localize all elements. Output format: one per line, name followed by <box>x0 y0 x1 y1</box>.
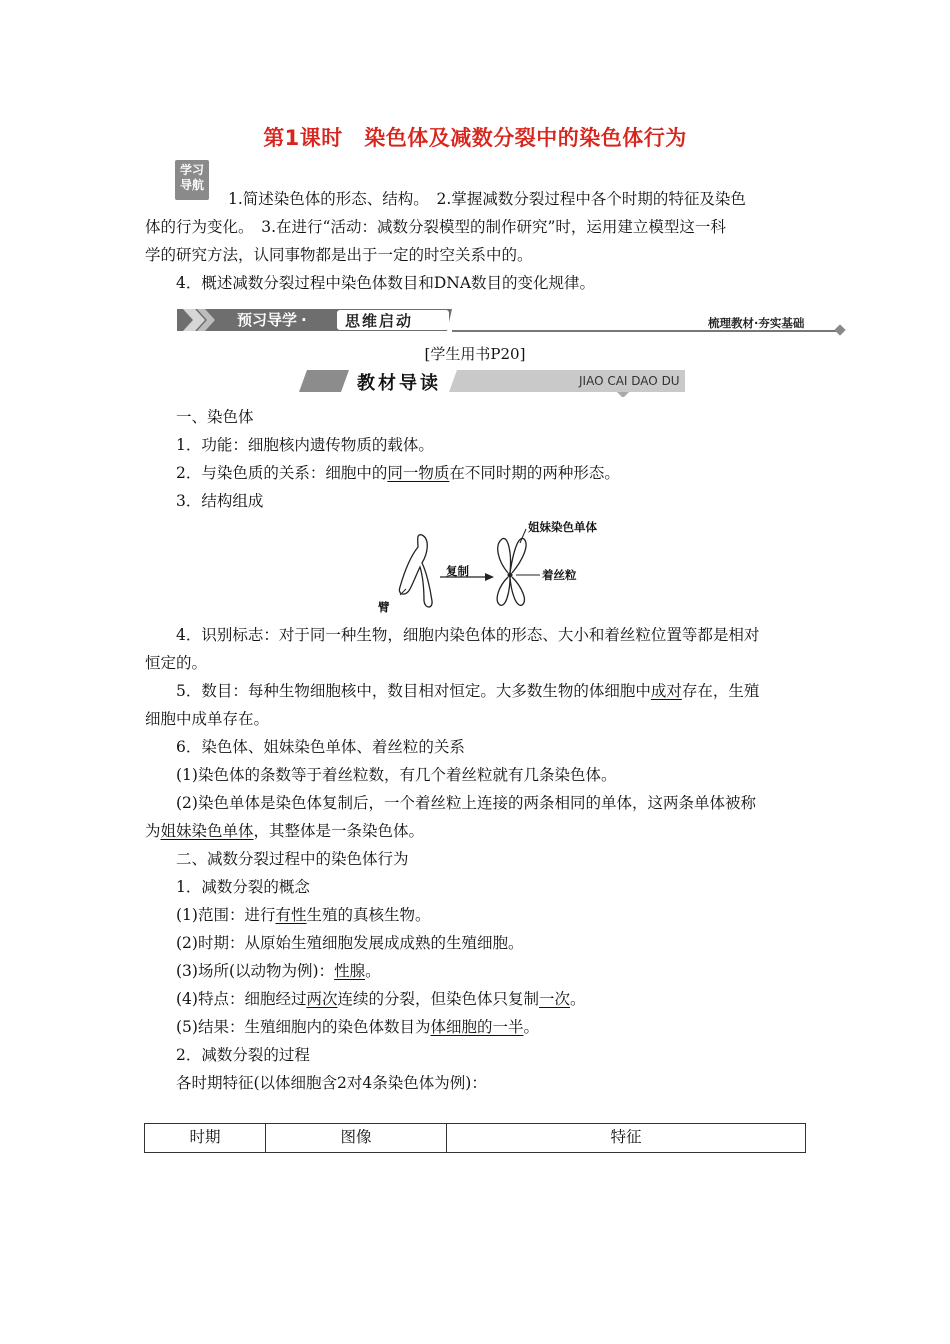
s1-item6: 6．染色体、姐妹染色单体、着丝粒的关系 <box>176 738 465 756</box>
section2-heading: 二、减数分裂过程中的染色体行为 <box>176 850 409 868</box>
objective-line-1: 1.简述染色体的形态、结构。 2.掌握减数分裂过程中各个时期的特征及染色 <box>228 190 746 208</box>
label-arm: 臂 <box>378 600 390 614</box>
s1-item5-line1: 5．数目：每种生物细胞核中，数目相对恒定。大多数生物的体细胞中成对存在，生殖 <box>176 682 760 700</box>
s1-item2: 2．与染色质的关系：细胞中的同一物质在不同时期的两种形态。 <box>176 464 620 482</box>
s2-sub1: 1．减数分裂的概念 <box>176 878 310 896</box>
label-centromere: 着丝粒 <box>542 568 577 582</box>
answer-underline: 一次 <box>539 990 571 1008</box>
label-replicate: 复制 <box>446 564 469 578</box>
s2-p3: (3)场所(以动物为例)：性腺。 <box>176 962 381 980</box>
preview-banner <box>177 307 452 333</box>
centromere-dot <box>508 573 513 578</box>
objective-line-4: 4．概述减数分裂过程中染色体数目和DNA数目的变化规律。 <box>176 274 596 292</box>
s1-item5-line2: 细胞中成单存在。 <box>145 710 270 728</box>
page-title: 第1课时 染色体及减数分裂中的染色体行为 <box>263 126 687 150</box>
s2-p5: (5)结果：生殖细胞内的染色体数目为体细胞的一半。 <box>176 1018 539 1036</box>
guide-heading <box>299 367 685 397</box>
guide-title: 教材导读 <box>357 373 441 394</box>
s1-item6-1: (1)染色体的条数等于着丝粒数，有几个着丝粒就有几条染色体。 <box>176 766 617 784</box>
s2-p1: (1)范围：进行有性生殖的真核生物。 <box>176 906 431 924</box>
s1-item4-line1: 4．识别标志：对于同一种生物，细胞内染色体的形态、大小和着丝粒位置等都是相对 <box>176 626 760 644</box>
answer-underline: 成对 <box>650 682 682 700</box>
answer-underline: 同一物质 <box>387 464 450 482</box>
objective-line-3: 学的研究方法，认同事物都是出于一定的时空关系中的。 <box>145 246 533 264</box>
diamond-icon <box>834 324 845 335</box>
nav-badge-line1: 学习 <box>179 163 204 177</box>
chevron-down-icon <box>617 392 629 397</box>
banner-dot: · <box>301 311 307 329</box>
nav-badge-line2: 导航 <box>179 178 204 192</box>
s1-item1: 1．功能：细胞核内遗传物质的载体。 <box>176 436 434 454</box>
section1-heading: 一、染色体 <box>176 408 254 426</box>
guide-pinyin: JIAO CAI DAO DU <box>579 374 680 388</box>
s2-p2: (2)时期：从原始生殖细胞发展成成熟的生殖细胞。 <box>176 934 524 952</box>
answer-underline: 姐妹染色单体 <box>160 822 254 840</box>
answer-underline: 两次 <box>306 990 338 1008</box>
phase-table <box>144 1123 806 1153</box>
table-header-phase: 时期 <box>145 1124 266 1152</box>
s1-item6-2-line2: 为姐妹染色单体，其整体是一条染色体。 <box>145 822 425 840</box>
table-header-image: 图像 <box>266 1124 447 1152</box>
book-reference: [学生用书P20] <box>424 345 526 363</box>
objective-line-2: 体的行为变化。 3.在进行“活动：减数分裂模型的制作研究”时，运用建立模型这一科 <box>145 218 726 236</box>
s1-item6-2-line1: (2)染色单体是染色体复制后，一个着丝粒上连接的两条相同的单体，这两条单体被称 <box>176 794 756 812</box>
s1-item3: 3．结构组成 <box>176 492 264 510</box>
banner-left-text: 预习导学 <box>237 311 298 329</box>
chromosome-diagram <box>370 515 630 615</box>
s2-sub2-note: 各时期特征(以体细胞含2对4条染色体为例)： <box>176 1074 487 1092</box>
study-nav-badge <box>175 160 209 200</box>
answer-underline: 体细胞的一半 <box>430 1018 524 1036</box>
s1-item4-line2: 恒定的。 <box>145 654 208 672</box>
answer-underline: 有性 <box>275 906 307 924</box>
banner-right-text: 思维启动 <box>345 312 414 330</box>
s2-p4: (4)特点：细胞经过两次连续的分裂，但染色体只复制一次。 <box>176 990 586 1008</box>
banner-tagline: 梳理教材·夯实基础 <box>708 316 805 330</box>
s2-sub2: 2．减数分裂的过程 <box>176 1046 310 1064</box>
table-header-feature: 特征 <box>610 1128 642 1146</box>
label-sister-chromatid: 姐妹染色单体 <box>528 520 597 534</box>
answer-underline: 性腺 <box>334 962 366 980</box>
